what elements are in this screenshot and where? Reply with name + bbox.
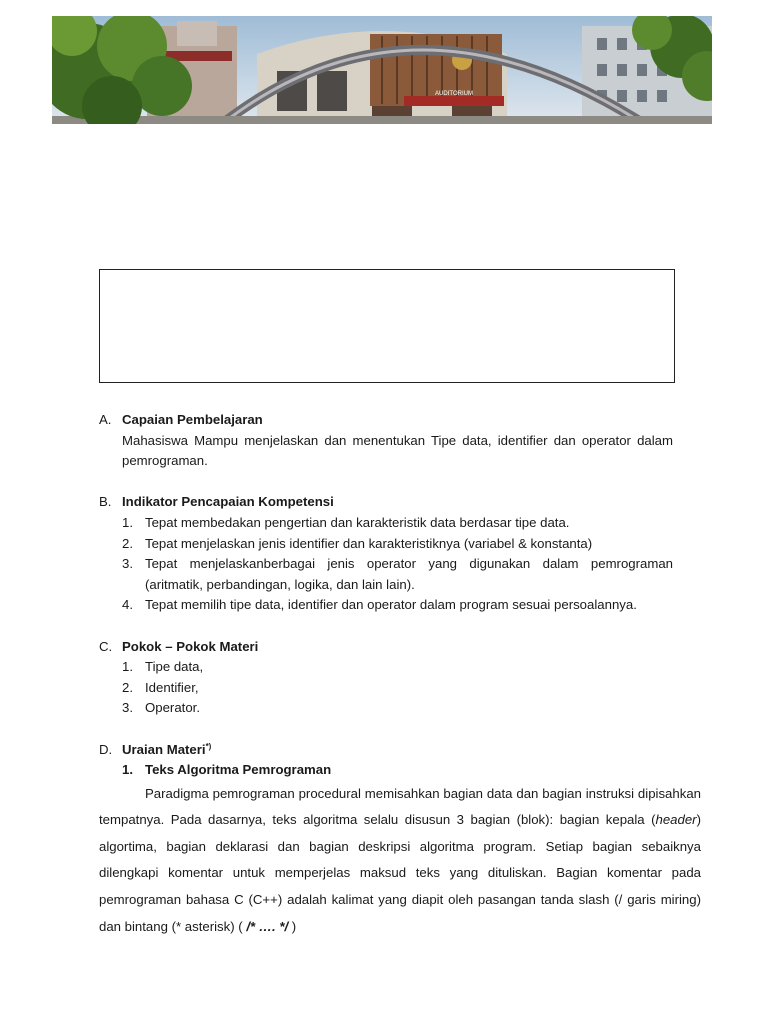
section-a-letter: A. bbox=[99, 412, 112, 427]
body-paragraph bbox=[99, 781, 701, 941]
section-a-text: Mahasiswa Mampu menjelaskan dan menentukan Tipe data, identifier dan operator dalam pemrograman. bbox=[122, 432, 673, 469]
section-b-letter: B. bbox=[99, 494, 112, 510]
list-item-number: 3. bbox=[122, 556, 133, 572]
empty-title-box bbox=[99, 269, 675, 383]
list-item-text: Tepat membedakan pengertian dan karakteristik data berdasar tipe data. bbox=[145, 514, 570, 530]
section-d-title bbox=[122, 740, 673, 761]
list-item bbox=[122, 657, 673, 678]
list-item-number: 1. bbox=[122, 514, 133, 530]
subsection-heading bbox=[122, 760, 673, 781]
list-item bbox=[122, 678, 673, 699]
section-b-title: Indikator Pencapaian Kompetensi bbox=[122, 494, 334, 510]
list-item-text: Tipe data, bbox=[145, 659, 204, 675]
section-c bbox=[99, 637, 673, 719]
section-b bbox=[99, 492, 673, 616]
paragraph-emphasis: header bbox=[655, 812, 697, 828]
list-item-number: 1. bbox=[122, 659, 133, 675]
paragraph-text-3: ) bbox=[288, 918, 297, 934]
section-d-letter: D. bbox=[99, 741, 113, 757]
list-item-text: Tepat menjelaskanberbagai jenis operator yang digunakan dalam pemrograman (aritmatik, perbandingan, logika, dan lain lain). bbox=[145, 556, 673, 592]
paragraph-text-2: ) algortima, bagian deklarasi dan bagian deskripsi algoritma program. Setiap bagian sebaiknya dilengkapi komentar untuk memperjelas maksud teks yang dituliskan. Bagian komentar pada pemrograman bahasa C (C++) adalah kalimat yang diapit oleh pasangan tanda slash (/ garis miring) dan bintang (* asterisk) ( bbox=[99, 812, 701, 934]
list-item-text: Operator. bbox=[145, 700, 200, 716]
section-b-list bbox=[122, 513, 673, 616]
banner-caption: AUDITORIUM bbox=[435, 91, 473, 97]
paragraph-text-1: Paradigma pemrograman procedural memisahkan bagian data dan bagian instruksi dipisahkan tempatnya. Pada dasarnya, teks algoritma selalu disusun 3 bagian (blok): bagian kepala ( bbox=[99, 785, 701, 828]
comment-syntax: /* …. */ bbox=[246, 918, 289, 934]
footnote-marker: *) bbox=[205, 741, 212, 751]
list-item bbox=[122, 534, 673, 555]
list-item-text: Identifier, bbox=[145, 679, 199, 695]
header-banner-image bbox=[52, 16, 712, 124]
subsection-number: 1. bbox=[122, 762, 133, 778]
section-c-letter: C. bbox=[99, 638, 113, 654]
list-item bbox=[122, 513, 673, 534]
list-item bbox=[122, 554, 673, 595]
subsection-title: Teks Algoritma Pemrograman bbox=[145, 762, 332, 778]
section-d bbox=[99, 740, 701, 941]
auditorium-photo bbox=[52, 16, 712, 124]
list-item-number: 4. bbox=[122, 597, 133, 613]
list-item bbox=[122, 595, 673, 616]
list-item-number: 3. bbox=[122, 700, 133, 716]
list-item-text: Tepat memilih tipe data, identifier dan operator dalam program sesuai persoalannya. bbox=[145, 597, 637, 613]
section-c-title: Pokok – Pokok Materi bbox=[122, 638, 259, 654]
list-item bbox=[122, 698, 673, 719]
section-a bbox=[99, 410, 673, 472]
list-item-number: 2. bbox=[122, 679, 133, 695]
section-a-title: Capaian Pembelajaran bbox=[122, 412, 263, 427]
list-item-number: 2. bbox=[122, 535, 133, 551]
section-d-title-text: Uraian Materi bbox=[122, 741, 206, 757]
list-item-text: Tepat menjelaskan jenis identifier dan karakteristiknya (variabel & konstanta) bbox=[145, 535, 593, 551]
document-body bbox=[99, 410, 701, 940]
section-c-list bbox=[122, 657, 673, 719]
